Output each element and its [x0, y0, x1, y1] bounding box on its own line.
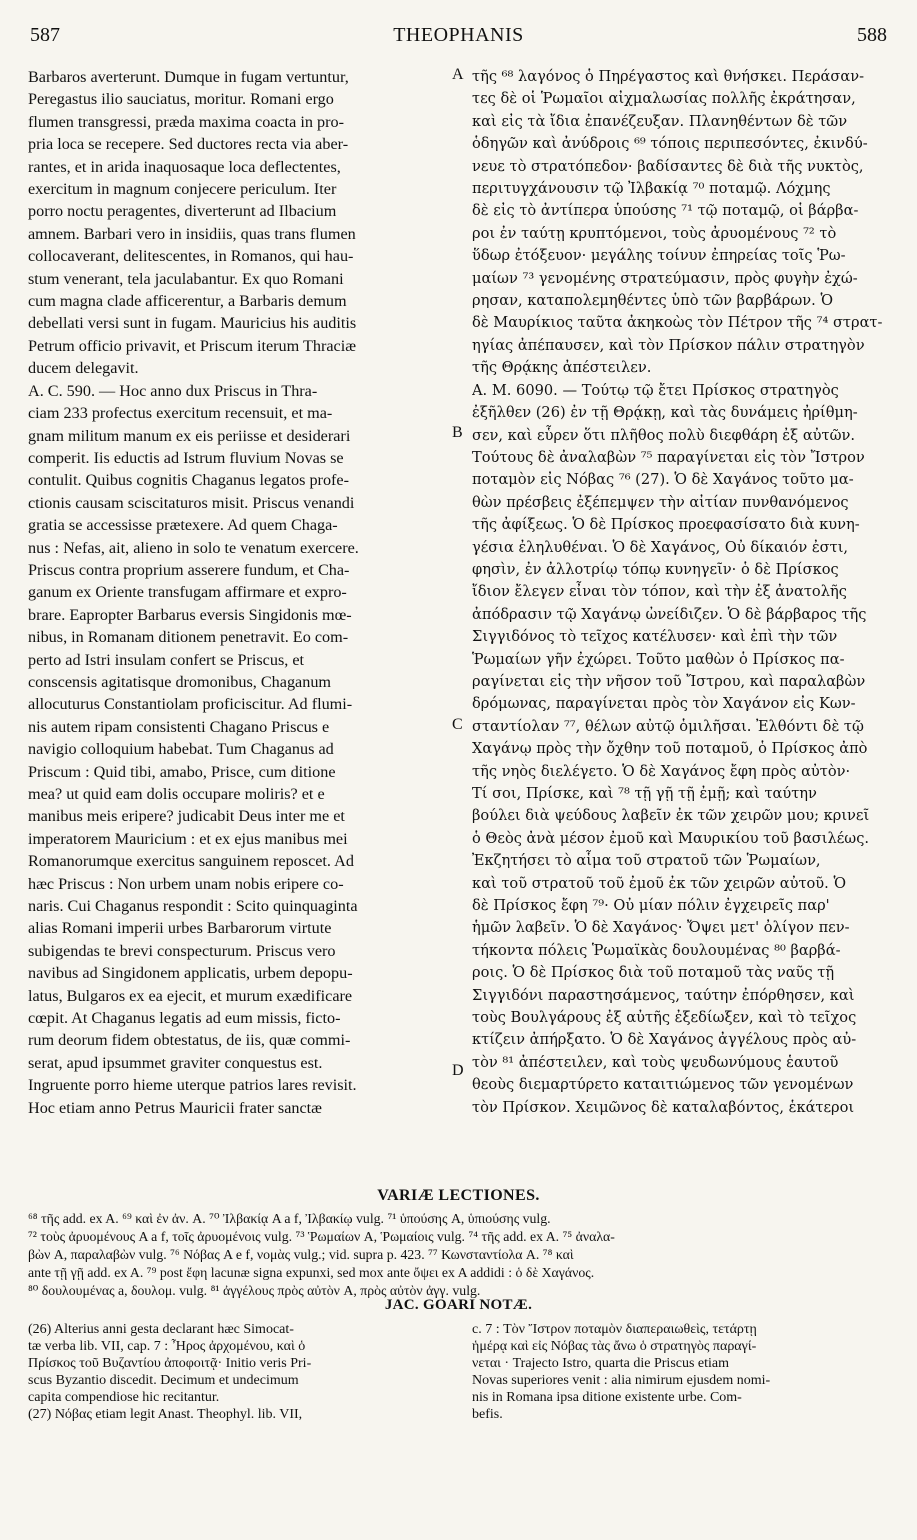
greek-text-line: ἀπόδρασιν τῷ Χαγάνῳ ὠνείδιζεν. Ὁ δὲ βάρβαρος τῆς — [472, 605, 867, 623]
running-title: THEOPHANIS — [393, 24, 524, 46]
margin-letter-d: D — [452, 1062, 464, 1079]
note-line: (26) Alterius anni gesta declarant hæc Simocat- — [28, 1322, 294, 1337]
greek-text-line: περιτυγχάνουσιν τῷ Ἰλβακίᾳ ⁷⁰ ποταμῷ. Λόχμης — [472, 180, 831, 198]
greek-text-column — [472, 66, 892, 1119]
greek-text-line: βούλει διὰ ψεύδους λαβεῖν ἐκ τῶν χειρῶν μου; κρινεῖ — [472, 807, 870, 825]
latin-text-line: Romanorumque exercitus sanguinem reposcet. Ad — [28, 852, 354, 871]
latin-text-line: alias Romani imperii urbes Barbarorum virtute — [28, 919, 332, 938]
note-line: ἡμέρᾳ καὶ εἰς Νόβας τὰς ἄνω ὁ στρατηγὸς παραγί- — [472, 1339, 757, 1354]
greek-text-line: τήκοντα πόλεις Ῥωμαϊκὰς δουλουμένας ⁸⁰ βαρβά- — [472, 941, 841, 959]
greek-text-line: καὶ εἰς τὰ ἴδια ἐπανέζευξαν. Πλανηθέντων δὲ τῶν — [472, 112, 848, 130]
note-line: Πρίσκος τοῦ Βυζαντίου ἀποφοιτᾷ· Initio veris Pri- — [28, 1356, 312, 1371]
greek-text-line: Ῥωμαίων γῆν ἐχώρει. Τοῦτο μαθὼν ὁ Πρίσκος πα- — [472, 650, 845, 668]
latin-text-line: A. C. 590. — Hoc anno dux Priscus in Thra- — [28, 381, 318, 400]
variae-lectiones-text — [28, 1210, 889, 1300]
latin-text-line: navibus ad Singidonem applicatis, urbem depopu- — [28, 964, 353, 983]
latin-text-column — [28, 66, 458, 1119]
greek-text-line: ραγίνεται εἰς τὴν νῆσον τοῦ Ἴστρου, καὶ παραλαβὼν — [472, 672, 866, 690]
latin-text-line: flumen transgressi, præda maxima coacta in pro- — [28, 112, 345, 131]
latin-text-line: cum magna clade afficerentur, a Barbaris demum — [28, 292, 347, 311]
latin-text-line: subigendas te brevi conspecturum. Priscus vero — [28, 941, 336, 960]
page-header — [30, 24, 887, 54]
note-line: Novas superiores venit : alia nimirum ejusdem nomi- — [472, 1373, 771, 1388]
greek-text-line: ροις. Ὁ δὲ Πρίσκος διὰ τοῦ ποταμοῦ τὰς ναῦς τῇ — [472, 964, 835, 982]
greek-text-line: ποταμὸν εἰς Νόβας ⁷⁶ (27). Ὁ δὲ Χαγάνος τοῦτο μα- — [472, 471, 854, 489]
greek-text-line: τὸν ⁸¹ ἀπέστειλεν, καὶ τοὺς ψευδωνύμους ἑαυτοῦ — [472, 1053, 839, 1071]
latin-text-line: rantes, et in arida inaquosaque loca deflectentes, — [28, 157, 341, 176]
latin-text-line: contulit. Quibus cognitis Chaganus legatos profe- — [28, 471, 349, 490]
greek-text-line: τῆς ἀφίξεως. Ὁ δὲ Πρίσκος προεφασίσατο διὰ κυνη- — [472, 516, 860, 534]
greek-text-line: μαίων ⁷³ γενομένης στρατεύμασιν, πρὸς φυγὴν ἐχώ- — [472, 269, 858, 287]
greek-text-line: Α. Μ. 6090. — Τούτῳ τῷ ἔτει Πρίσκος στρατηγὸς — [472, 381, 839, 399]
latin-text-line: latus, Bulgaros ex ea ejecit, et murum exædificare — [28, 986, 353, 1005]
latin-text-line: comperit. Iis eductis ad Istrum fluvium Novas se — [28, 448, 344, 467]
greek-text-line: Σιγγιδόνι παραστησάμενος, ταύτην ἐπόρθησεν, καὶ — [472, 986, 855, 1004]
variant-reading-line: ⁷² τοὺς ἀρυομένους A a f, τοῖς ἀρυομένοις vulg. ⁷³ Ῥωμαίων A, Ῥωμαίοις vulg. ⁷⁴ τῆς add. ex A. ⁷⁵ ἀναλα- — [28, 1229, 615, 1244]
greek-text-line: ροι ἐν ταύτῃ κρυπτόμενοι, τοὺς ἀρυομένους ⁷² τὸ — [472, 224, 837, 242]
note-line: νεται · Trajecto Istro, quarta die Priscus etiam — [472, 1356, 730, 1371]
latin-text-line: nis autem ripam consistenti Chagano Priscus e — [28, 717, 330, 736]
greek-text-line: τῆς ⁶⁸ λαγόνος ὁ Πηρέγαστος καὶ θνήσκει. Περάσαν- — [472, 68, 865, 85]
greek-text-line: τῆς Θρᾴκης ἀπέστειλεν. — [472, 359, 652, 377]
latin-text-line: amnem. Barbari vero in insidiis, quas trans flumen — [28, 224, 356, 243]
latin-text-line: Petrum officio privavit, et Priscum iterum Thraciæ — [28, 336, 357, 355]
latin-text-line: cœpit. At Chaganus legatis ad eum missis, ficto- — [28, 1009, 341, 1028]
latin-text-line: ganum ex Oriente transfugam affirmare et expro- — [28, 583, 347, 602]
greek-text-line: ὁ Θεὸς ἀνὰ μέσον ἐμοῦ καὶ Μαυρικίου τοῦ βασιλέως. — [472, 829, 870, 847]
note-line: (27) Νόβας etiam legit Anast. Theophyl. lib. VII, — [28, 1407, 303, 1422]
note-line: scus Byzantio discedit. Decimum et undecimum — [28, 1373, 299, 1388]
greek-text-line: ὁδηγῶν καὶ ἀνύδροις ⁶⁹ τόποις περιπεσόντες, ἐκινδύ- — [472, 135, 868, 153]
margin-letter-b: B — [452, 424, 463, 441]
latin-text-line: stum venerant, tela jaculabantur. Ex quo Romani — [28, 269, 344, 288]
greek-text-line: δὲ εἰς τὸ ἀντίπερα ὑπούσης ⁷¹ τῷ ποταμῷ, οἱ βάρβα- — [472, 202, 859, 220]
latin-text-line: Priscus contra proprium asserere fundum, et Cha- — [28, 560, 350, 579]
note-line: nis in Romana ipsa ditione existente urbe. Com- — [472, 1390, 742, 1405]
greek-text-line: δὲ Μαυρίκιος ταῦτα ἀκηκοὼς τὸν Πέτρον τῆς ⁷⁴ στρατ- — [472, 314, 883, 332]
greek-text-line: τὸν Πρίσκον. Χειμῶνος δὲ καταλαβόντος, ἑκάτεροι — [472, 1098, 855, 1116]
left-page-number: 587 — [30, 24, 60, 46]
latin-text-line: rum deorum fidem obtestatus, de iis, quæ commi- — [28, 1031, 351, 1050]
latin-text-line: debellati versi sunt in fugam. Mauricius his auditis — [28, 314, 357, 333]
margin-letter-a: A — [452, 66, 464, 83]
latin-text-line: mea? ut quid eam dolis occupare moliris? et e — [28, 785, 325, 803]
note-line: befis. — [472, 1407, 503, 1422]
variant-reading-line: ante τῇ γῇ add. ex A. ⁷⁹ post ἔφη lacunæ signa expunxi, sed mox ante ὄψει ex A addidi : ὁ δὲ Χαγάνος. — [28, 1265, 595, 1280]
note-line: c. 7 : Τὸν Ἴστρον ποταμὸν διαπεραιωθεὶς, τετάρτῃ — [472, 1322, 757, 1337]
greek-text-line: Τούτους δὲ ἀναλαβὼν ⁷⁵ παραγίνεται εἰς τὸν Ἴστρον — [472, 448, 865, 466]
latin-text-line: pria loca se recepere. Sed ductores recta via aber- — [28, 135, 349, 154]
latin-text-line: manibus meis eripere? judicabit Deus inter me et — [28, 807, 345, 826]
greek-text-line: τῆς νηὸς διελέγετο. Ὁ δὲ Χαγάνος ἔφη πρὸς αὐτὸν· — [472, 762, 851, 780]
latin-text-line: nus : Nefas, ait, alieno in solo te venatum exercere. — [28, 538, 359, 557]
latin-text-line: brare. Eapropter Barbarus eversis Singidonis mœ- — [28, 605, 352, 624]
notes-right-column — [472, 1321, 892, 1423]
greek-text-line: κτίζειν ἀπήρξατο. Ὁ δὲ Χαγάνος ἀγγέλους πρὸς αὐ- — [472, 1031, 857, 1049]
greek-text-line: σεν, καὶ εὗρεν ὅτι πλῆθος πολὺ διεφθάρη ἐξ αὐτῶν. — [472, 426, 856, 444]
greek-text-line: ἴδιον ἔλεγεν εἶναι τὸν τόπον, καὶ τὴν ἐξ ἀνατολῆς — [472, 583, 847, 601]
latin-text-line: navigio colloquium habebat. Tum Chaganus ad — [28, 740, 334, 759]
latin-text-line: Barbaros averterunt. Dumque in fugam vertuntur, — [28, 68, 349, 86]
latin-text-line: Peregastus ilio sauciatus, moritur. Romani ergo — [28, 90, 334, 109]
latin-text-line: imperatorem Mauricium : et ex ejus manibus mei — [28, 829, 348, 848]
latin-text-line: ciam 233 profectus exercitum recensuit, et ma- — [28, 404, 333, 423]
latin-text-line: Ingruente porro hieme uterque patrios lares revisit. — [28, 1076, 357, 1095]
variant-reading-line: ⁸⁰ δουλουμένας a, δουλομ. vulg. ⁸¹ ἀγγέλους πρὸς αὐτὸν A, πρὸς αὐτὸν ἀγγ. vulg. — [28, 1283, 481, 1298]
latin-text-line: ctionis causam sciscitaturos misit. Priscus venandi — [28, 493, 355, 512]
greek-text-line: ἡμῶν λαβεῖν. Ὁ δὲ Χαγάνος· Ὄψει μετ' ὀλίγον πεν- — [472, 919, 850, 937]
notes-heading: JAC. GOARI NOTÆ. — [384, 1297, 533, 1313]
latin-text-line: conscensis agitatisque dromonibus, Chaganum — [28, 672, 332, 691]
latin-text-line: gnam militum manum ex eis periisse et desiderari — [28, 426, 351, 445]
latin-text-line: nibus, in Romanam ditionem penetravit. Eo com- — [28, 628, 349, 647]
greek-text-line: Χαγάνῳ πρὸς τὴν ὄχθην τοῦ ποταμοῦ, ὁ Πρίσκος ἀπὸ — [472, 740, 868, 758]
greek-text-line: δρόμωνας, παραγίνεται πρὸς τὸν Χαγάνον εἰς Κων- — [472, 695, 856, 713]
greek-text-line: τοὺς Βουλγάρους ἐξ αὐτῆς ἐξεδίωξεν, καὶ τὸ τεῖχος — [472, 1009, 857, 1027]
latin-text-line: Priscum : Quid tibi, amabo, Prisce, cum ditione — [28, 762, 336, 781]
greek-text-line: καὶ τοῦ στρατοῦ τοῦ ἐμοῦ ἐκ τῶν χειρῶν αὐτοῦ. Ὁ — [472, 874, 847, 892]
latin-text-line: Hoc etiam anno Petrus Mauricii frater sanctæ — [28, 1098, 322, 1117]
greek-text-line: ηγίας ἀπέπαυσεν, καὶ τὸν Πρίσκον πάλιν στρατηγὸν — [472, 336, 865, 354]
latin-text-line: gratia se accessisse prætexere. Ad quem Chaga- — [28, 516, 338, 535]
latin-text-line: ducem delegavit. — [28, 359, 139, 378]
greek-text-line: δὲ Πρίσκος ἔφη ⁷⁹· Οὐ μίαν πόλιν ἐγχειρεῖς παρ' — [472, 897, 830, 915]
latin-text-line: serat, apud ipsummet graviter conquestus est. — [28, 1053, 323, 1072]
note-line: capita compendiose hic recitantur. — [28, 1390, 220, 1405]
latin-text-line: porro noctu peragentes, diverterunt ad Ilbacium — [28, 202, 337, 221]
greek-text-line: ὕδωρ ἐτόξευον· μεγάλης τοίνυν ἐπηρείας τοῖς Ῥω- — [472, 247, 846, 265]
latin-text-line: collocaverant, delitescentes, in Romanos, qui hau- — [28, 247, 354, 266]
note-line: tæ verba lib. VII, cap. 7 : Ἦρος ἀρχομένου, καὶ ὁ — [28, 1339, 306, 1354]
latin-text-line: naris. Cui Chaganus respondit : Scito quinquaginta — [28, 897, 358, 916]
greek-text-line: τες δὲ οἱ Ῥωμαῖοι αἰχμαλωσίας πολλῆς ἐκράτησαν, — [472, 90, 856, 108]
variae-lectiones-heading: VARIÆ LECTIONES. — [377, 1187, 540, 1204]
right-page-number: 588 — [857, 24, 887, 46]
greek-text-line: ρησαν, καταπολεμηθέντες ὑπὸ τῶν βαρβάρων. Ὁ — [472, 292, 833, 310]
greek-text-line: θὼν πρέσβεις ἐξέπεμψεν τὴν αἰτίαν πυνθανόμενος — [472, 493, 849, 511]
latin-text-line: perto ad Istri insulam confert se Priscus, et — [28, 650, 305, 669]
latin-text-line: exercitum in magnum conjecere periculum. Iter — [28, 180, 337, 199]
greek-text-line: Τί σοι, Πρίσκε, καὶ ⁷⁸ τῇ γῇ τῇ ἐμῇ; καὶ ταύτην — [472, 785, 817, 802]
greek-text-line: θεοὺς διεμαρτύρετο καταιτιώμενος τῶν γενομένων — [472, 1076, 854, 1094]
variant-reading-line: ⁶⁸ τῆς add. ex A. ⁶⁹ καὶ ἐν ἀν. A. ⁷⁰ Ἰλβακίᾳ A a f, Ἰλβακίῳ vulg. ⁷¹ ὑπούσης A, ὑπιούσης vulg. — [28, 1211, 551, 1226]
greek-text-line: γέσια ἐληλυθέναι. Ὁ δὲ Χαγάνος, Οὐ δίκαιόν ἐστι, — [472, 538, 849, 556]
variant-reading-line: βὼν A, παραλαβὼν vulg. ⁷⁶ Νόβας A e f, νομὰς vulg.; vid. supra p. 423. ⁷⁷ Κωνσταντίολα A. ⁷⁸ καὶ — [28, 1247, 574, 1262]
latin-text-line: allocuturus Constantiolam proficiscitur. Ad flumi- — [28, 695, 353, 714]
greek-text-line: φησὶν, ἐν ἀλλοτρίῳ τόπῳ κυνηγεῖν· ὁ δὲ Πρίσκος — [472, 560, 839, 578]
margin-letter-c: C — [452, 716, 463, 733]
greek-text-line: νευε τὸ στρατόπεδον· βαδίσαντες δὲ διὰ τῆς νυκτὸς, — [472, 157, 864, 175]
greek-text-line: ἐξῆλθεν (26) ἐν τῇ Θρᾴκῃ, καὶ τὰς δυνάμεις ἠρίθμη- — [472, 404, 858, 422]
greek-text-line: Σιγγιδόνος τὸ τεῖχος κατέλυσεν· καὶ ἐπὶ τὴν τῶν — [472, 628, 838, 646]
latin-text-line: hæc Priscus : Non urbem unam nobis eripere co- — [28, 874, 344, 893]
notes-left-column — [28, 1321, 458, 1423]
greek-text-line: Ἐκζητήσει τὸ αἷμα τοῦ στρατοῦ τῶν Ῥωμαίων, — [472, 852, 821, 870]
greek-text-line: σταντίολαν ⁷⁷, θέλων αὐτῷ ὁμιλῆσαι. Ἐλθόντι δὲ τῷ — [472, 717, 864, 735]
